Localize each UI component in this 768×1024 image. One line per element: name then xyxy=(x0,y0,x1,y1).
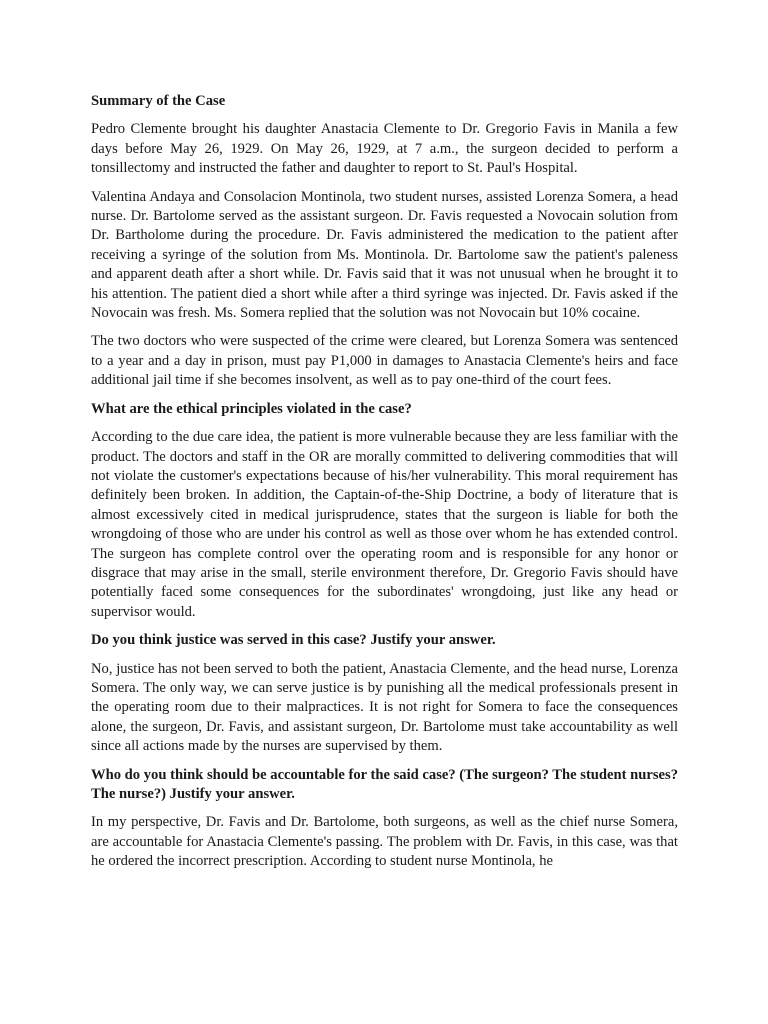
question-1-heading: What are the ethical principles violated in the case? xyxy=(91,400,412,417)
summary-paragraph-1: Pedro Clemente brought his daughter Anastacia Clemente to Dr. Gregorio Favis in Manila a few days before May 26, 1929. On May 26, 1929, at 7 a.m., the surgeon decided to perform a tonsillectomy and instructed the father and daughter to report to St. Paul's Hospital. xyxy=(91,121,678,177)
summary-paragraph-3: The two doctors who were suspected of the crime were cleared, but Lorenza Somera was sentenced to a year and a day in prison, must pay P1,000 in damages to Anastacia Clemente's heirs and face additional jail time if she becomes insolvent, as well as to pay one-third of the court fees. xyxy=(91,333,678,389)
summary-paragraph-2: Valentina Andaya and Consolacion Montinola, two student nurses, assisted Lorenza Somera, a head nurse. Dr. Bartolome served as the assistant surgeon. Dr. Favis requested a Novocain solution from Dr. Bartholome during the procedure. Dr. Favis administered the medication to the patient after receiving a syringe of the solution from Ms. Montinola. Dr. Bartolome saw the patient's paleness and apparent death after a short while. Dr. Favis said that it was not unusual when he brought it to his attention. The patient died a short while after a third syringe was injected. Dr. Favis asked if the Novocain was fresh. Ms. Somera replied that the solution was not Novocain but 10% cocaine. xyxy=(91,188,678,322)
answer-2-paragraph: No, justice has not been served to both the patient, Anastacia Clemente, and the head nurse, Lorenza Somera. The only way, we can serve justice is by punishing all the medical professionals present in the operating room due to their malpractices. It is not right for Somera to face the consequences alone, the surgeon, Dr. Favis, and assistant surgeon, Dr. Bartolome must take accountability as well since all actions made by the nurses are supervised by them. xyxy=(91,660,678,755)
document-title: Summary of the Case xyxy=(91,93,226,109)
document-page xyxy=(91,92,678,881)
question-2-heading: Do you think justice was served in this case? Justify your answer. xyxy=(91,632,496,649)
answer-3-paragraph: In my perspective, Dr. Favis and Dr. Bartolome, both surgeons, as well as the chief nurse Somera, are accountable for Anastacia Clemente's passing. The problem with Dr. Favis, in this case, was that he ordered the incorrect prescription. According to student nurse Montinola, he xyxy=(91,814,678,870)
answer-1-paragraph: According to the due care idea, the patient is more vulnerable because they are less familiar with the product. The doctors and staff in the OR are morally committed to delivering commodities that will not violate the customer's expectations because of his/her vulnerability. This moral requirement has definitely been broken. In addition, the Captain-of-the-Ship Doctrine, a body of literature that is almost excessively cited in medical jurisprudence, states that the surgeon is liable for both the wrongdoing of those who are under his control as well as those over whom he has extended control. The surgeon has complete control over the operating room and is responsible for any honor or disgrace that may arise in the small, sterile environment therefore, Dr. Gregorio Favis should have potentially faced some consequences for the subordinates' wrongdoing, just like any head or supervisor would. xyxy=(91,429,678,620)
question-3-heading: Who do you think should be accountable for the said case? (The surgeon? The student nurses? The nurse?) Justify your answer. xyxy=(91,766,678,802)
